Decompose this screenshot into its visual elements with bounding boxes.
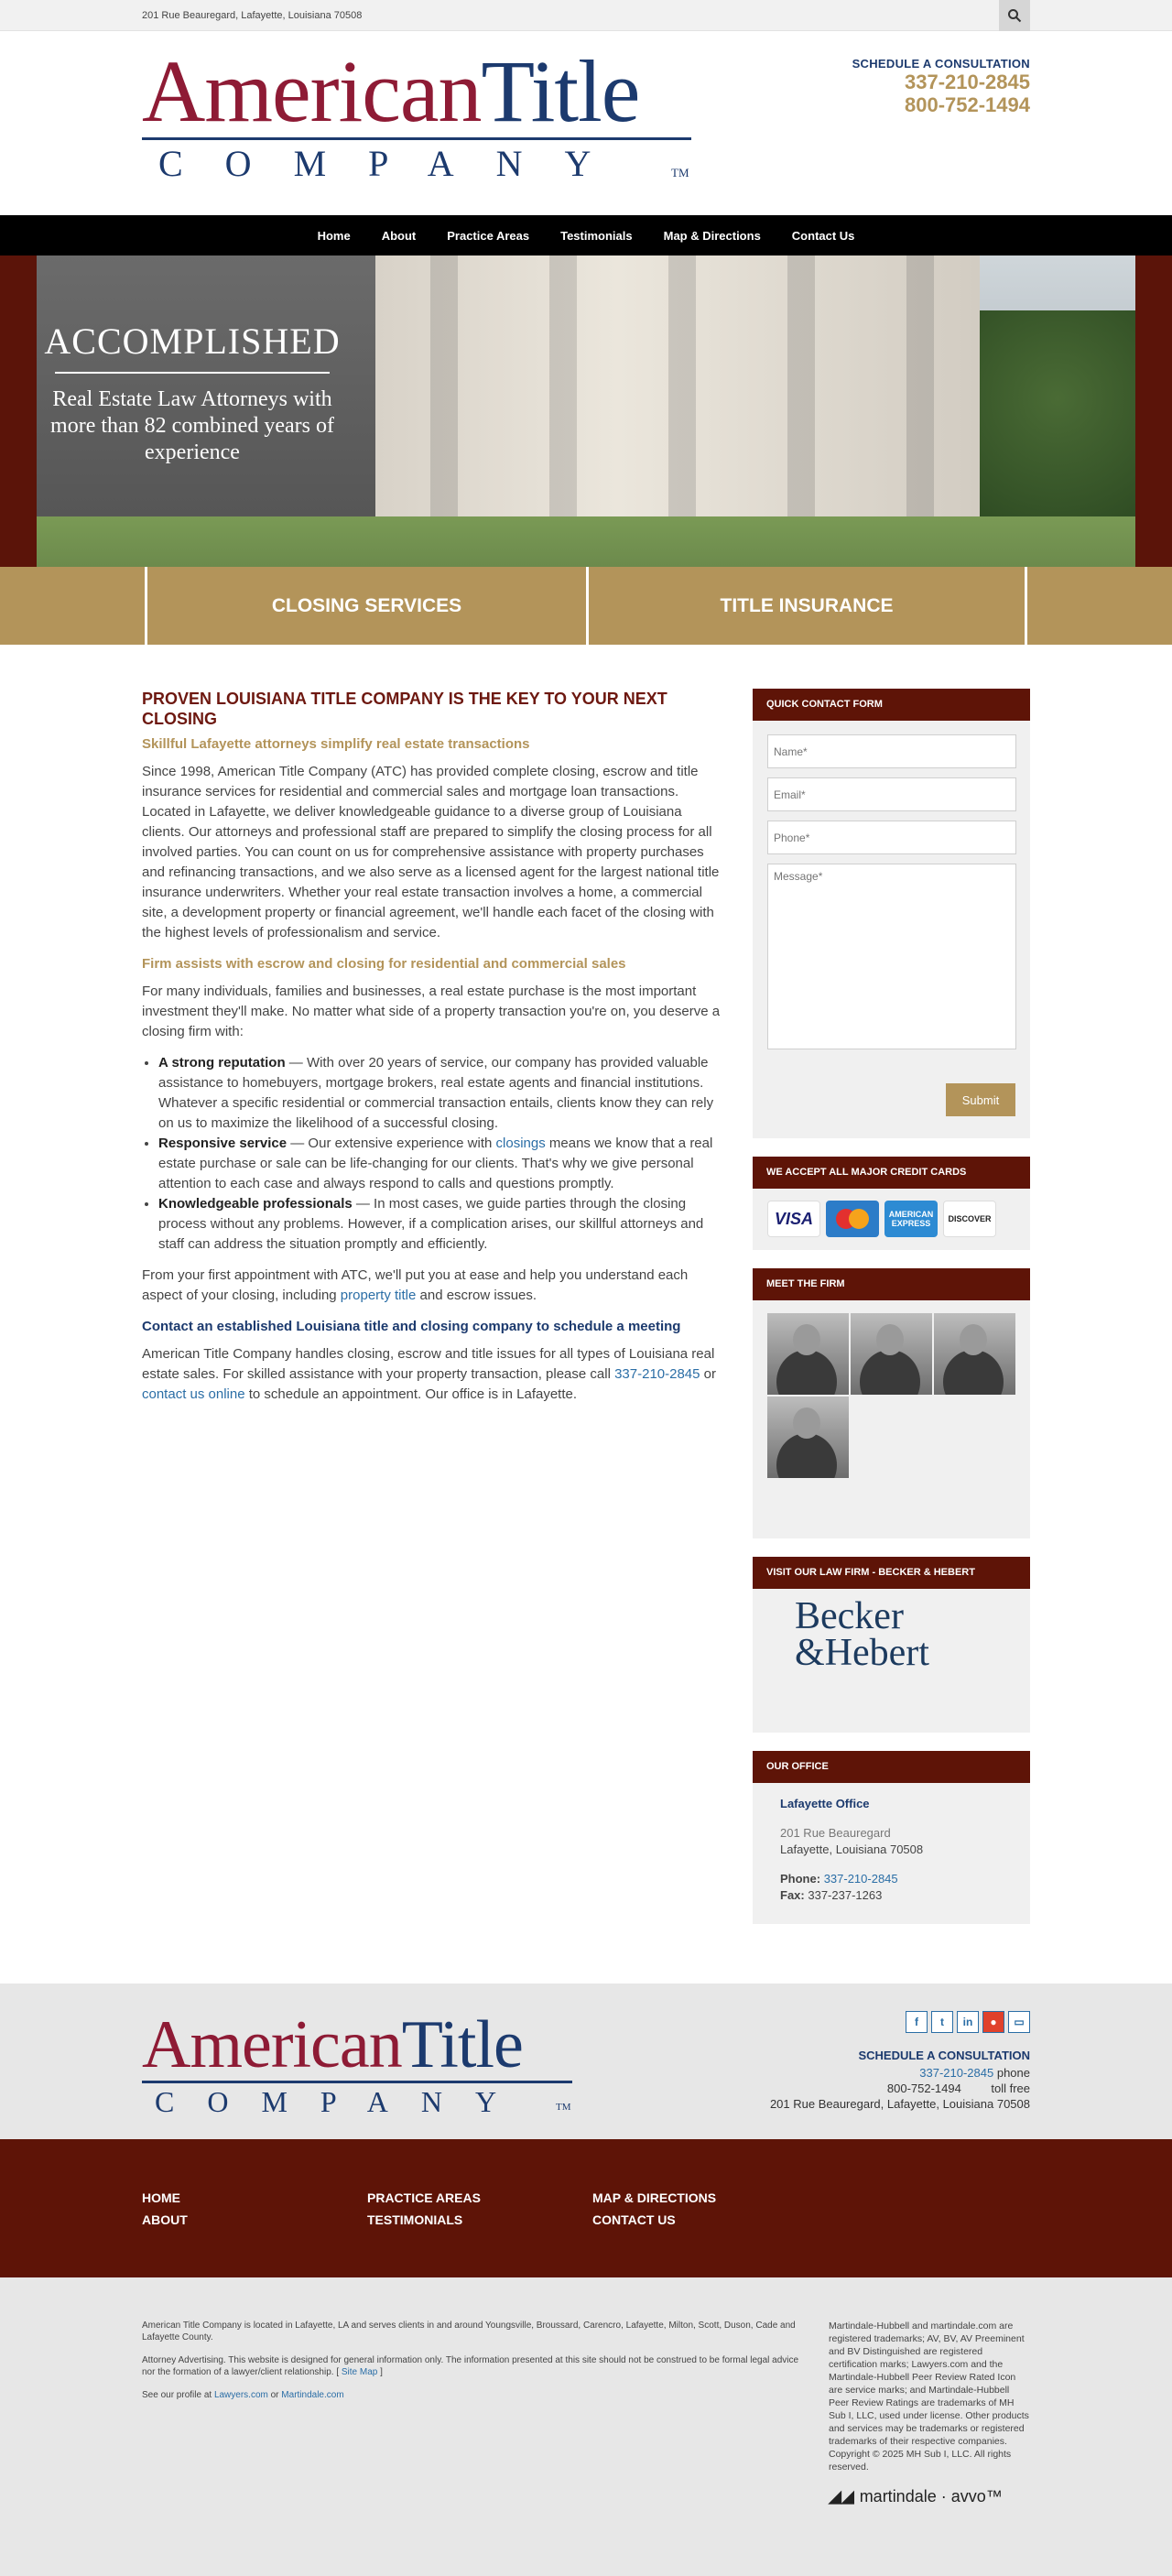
logo-word-company: COMPANY: [158, 143, 634, 184]
paragraph-1: Since 1998, American Title Company (ATC) has provided complete closing, escrow and title insurance services for residential and commercial sales and mortgage loan transactions. Located in Lafayette, we deliver knowledgeable guidance to a diverse group of Louisiana clients. Our attorneys and professional staff are prepared to simplify the closing process for all involved parties. You can count on us for comprehensive assistance with property purchases and refinancing transactions, and we also serve as a licensed agent for the largest national title insurance underwriters. Whether your real estate transaction involves a home, a commercial site, a development property or financial agreement, we'll handle each facet of the closing with the highest levels of professionalism and service.: [142, 764, 720, 940]
list-item: • A strong reputation — With over 20 years of service, our company has provided valuable assistance to homebuyers, mortgage brokers, real estate agents and financial institutions. Whatever a specific residential or commercial transaction entails, clients know they can rely on us to maximize the likelihood of a successful closing.: [158, 1053, 724, 1134]
paragraph-3: From your first appointment with ATC, we'll put you at ease and help you understand each aspect of your closing, including property title and escrow issues.: [142, 1267, 689, 1303]
subheading-2: Firm assists with escrow and closing for residential and commercial sales: [142, 956, 626, 972]
nav-contact-us[interactable]: Contact Us: [791, 228, 855, 243]
subheading-3: Contact an established Louisiana title and closing company to schedule a meeting: [142, 1319, 681, 1334]
nav-practice-areas[interactable]: Practice Areas: [447, 228, 530, 243]
site-map-link[interactable]: Site Map: [341, 2367, 378, 2377]
credit-card-logos: [753, 1189, 1030, 1250]
header-contact: [852, 57, 1030, 116]
schedule-consultation-label: SCHEDULE A CONSULTATION: [852, 57, 1030, 71]
list-item: • Knowledgeable professionals — In most cases, we guide parties through the closing process without any problems. However, if a complication arises, our skillful attorneys and staff can address the situation promptly and efficiently.: [158, 1194, 724, 1255]
office-name: Lafayette Office: [780, 1797, 870, 1810]
footer-address: 201 Rue Beauregard, Lafayette, Louisiana 70508: [769, 2097, 1030, 2111]
list-item: • Responsive service — Our extensive experience with closings means we know that a real estate purchase or sale can be life-changing for our clients. That's why we give personal attention to each case and always respond to calls and questions promptly.: [158, 1134, 724, 1194]
widget-title: VISIT OUR LAW FIRM - BECKER & HEBERT: [753, 1557, 1030, 1589]
widget-title: MEET THE FIRM: [753, 1268, 1030, 1300]
top-address: 201 Rue Beauregard, Lafayette, Louisiana 70508: [142, 10, 363, 21]
header-phone-1[interactable]: 337-210-2845: [904, 71, 1030, 93]
phone-field[interactable]: [767, 821, 1016, 854]
footer-bottom: [0, 2277, 1172, 2576]
twitter-icon[interactable]: t: [931, 2011, 953, 2033]
nav-home[interactable]: Home: [317, 228, 351, 243]
footer-nav-practice-areas[interactable]: PRACTICE AREAS: [367, 2190, 481, 2205]
paragraph-4: American Title Company handles closing, escrow and title issues for all types of Louisiana real estate sales. For skilled assistance with your property transaction, please call 337-210-2845 or contact us online to schedule an appointment. Our office is in Lafayette.: [142, 1346, 717, 1402]
logo-word-american: American: [142, 42, 482, 140]
contact-form: [753, 721, 1030, 1138]
lawyers-com-link[interactable]: Lawyers.com: [213, 2390, 268, 2400]
office-phone-link[interactable]: 337-210-2845: [823, 1872, 898, 1886]
contact-us-online-link[interactable]: contact us online: [142, 1386, 245, 1402]
facebook-icon[interactable]: f: [906, 2011, 928, 2033]
meet-the-firm-widget: [753, 1268, 1030, 1538]
logo-tm: TM: [671, 166, 689, 179]
site-logo[interactable]: [142, 42, 691, 188]
mastercard-logo: [826, 1201, 879, 1237]
office-fax: 337-237-1263: [808, 1888, 883, 1902]
page-title: PROVEN LOUISIANA TITLE COMPANY IS THE KEY TO YOUR NEXT CLOSING: [142, 690, 667, 728]
trademark-notice: Martindale-Hubbell and martindale.com are registered trademarks; AV, BV, AV Preeminent and BV Distinguished are registered certification marks; Lawyers.com and the Martindale-Hubbell Peer Review Rated Icon are service marks; and Martindale-Hubbell Peer Review Ratings are trademarks of MH Sub I, LLC, used under license. Other products and services may be trademarks or registered trademarks of their respective companies. Copyright © 2025 MH Sub I, LLC. All rights reserved. ◢◢ martindale · avvo™: [829, 2321, 1029, 2505]
submit-button[interactable]: Submit: [946, 1083, 1015, 1116]
becker-hebert-logo[interactable]: Becker &Hebert: [795, 1595, 929, 1674]
profile-text: See our profile at Lawyers.com or Martindale.com: [142, 2390, 344, 2400]
logo-word-title: Title: [481, 42, 640, 140]
footer-contact: SCHEDULE A CONSULTATION 337-210-2845 phone 800-752-1494 toll free 201 Rue Beauregard, Lafayette, Louisiana 70508: [769, 2049, 1030, 2111]
service-area-text: American Title Company is located in Lafayette, LA and serves clients in and around Youngsville, Broussard, Carencro, Lafayette, Milton, Scott, Duson, Cade and Lafayette County.: [142, 2321, 796, 2342]
name-field[interactable]: [767, 734, 1016, 768]
martindale-com-link[interactable]: Martindale.com: [281, 2390, 344, 2400]
attorney-photos: [753, 1300, 1030, 1538]
martindale-avvo-logo[interactable]: ◢◢ martindale · avvo™: [829, 2487, 1003, 2505]
nav-testimonials[interactable]: Testimonials: [560, 228, 633, 243]
yelp-icon[interactable]: ●: [982, 2011, 1004, 2033]
main-area: [142, 645, 1030, 1984]
nav-about[interactable]: About: [381, 228, 417, 243]
attorney-photo[interactable]: [767, 1397, 849, 1478]
office-address-2: Lafayette, Louisiana 70508: [780, 1842, 924, 1856]
credit-cards-widget: [753, 1157, 1030, 1250]
social-links: [906, 2011, 1030, 2033]
footer-nav-contact[interactable]: CONTACT US: [592, 2212, 676, 2227]
content-phone-link[interactable]: 337-210-2845: [614, 1366, 700, 1382]
subheading-1: Skillful Lafayette attorneys simplify real estate transactions: [142, 736, 530, 752]
property-title-link[interactable]: property title: [340, 1288, 417, 1303]
hero-divider: [55, 372, 330, 374]
closing-services-link[interactable]: CLOSING SERVICES: [145, 567, 586, 645]
footer-phone-link[interactable]: 337-210-2845: [919, 2066, 994, 2080]
header-phone-2[interactable]: 800-752-1494: [904, 93, 1030, 116]
services-bar: [0, 567, 1172, 645]
attorney-photo[interactable]: [934, 1313, 1015, 1395]
search-button[interactable]: [999, 0, 1030, 31]
office-details: Lafayette Office 201 Rue Beauregard Lafayette, Louisiana 70508 Phone: 337-210-2845 Fax: 337-237-1263: [753, 1783, 1030, 1924]
nav-map-directions[interactable]: Map & Directions: [663, 228, 761, 243]
disclaimer-text: Attorney Advertising. This website is designed for general information only. The information presented at this site should not be construed to be formal legal advice nor the formation of a lawyer/client relationship. [ Site Map ]: [142, 2355, 799, 2377]
our-office-widget: [753, 1751, 1030, 1924]
benefits-list: [142, 1053, 724, 1255]
site-header: [0, 31, 1172, 215]
attorney-photo[interactable]: [767, 1313, 849, 1395]
footer-nav: [0, 2139, 1172, 2277]
hero-text: Real Estate Law Attorneys with more than 82 combined years of experience: [50, 387, 334, 464]
title-insurance-link[interactable]: TITLE INSURANCE: [586, 567, 1027, 645]
office-address-1: 201 Rue Beauregard: [780, 1826, 891, 1840]
main-content: [142, 689, 724, 1984]
hero-caption: [37, 320, 348, 466]
quick-contact-widget: [753, 689, 1030, 1138]
hero-banner: [0, 255, 1172, 567]
linkedin-icon[interactable]: in: [957, 2011, 979, 2033]
footer-top: [0, 1984, 1172, 2139]
blog-icon[interactable]: ▭: [1008, 2011, 1030, 2033]
amex-logo: AMERICAN EXPRESS: [884, 1201, 938, 1237]
attorney-photo[interactable]: [851, 1313, 932, 1395]
main-nav: [0, 215, 1172, 255]
top-bar: [0, 0, 1172, 31]
discover-logo: DISCOVER: [943, 1201, 996, 1237]
sidebar: [753, 689, 1030, 1984]
email-field[interactable]: [767, 777, 1016, 811]
footer-nav-testimonials[interactable]: TESTIMONIALS: [367, 2212, 463, 2227]
footer-nav-home[interactable]: HOME: [142, 2190, 180, 2205]
footer-logo[interactable]: AmericanTitle COMPANY TM: [142, 2007, 571, 2118]
widget-title: WE ACCEPT ALL MAJOR CREDIT CARDS: [753, 1157, 1030, 1189]
widget-title: OUR OFFICE: [753, 1751, 1030, 1783]
search-icon: [1007, 8, 1022, 23]
hero-heading: ACCOMPLISHED: [44, 321, 341, 362]
closings-link[interactable]: closings: [495, 1136, 546, 1151]
martindale-mark-icon: ◢◢: [829, 2487, 854, 2505]
message-field[interactable]: [767, 864, 1016, 1049]
footer-toll-free: 800-752-1494: [886, 2081, 961, 2095]
footer-legal: [142, 2320, 801, 2503]
law-firm-widget: [753, 1557, 1030, 1733]
footer-nav-about[interactable]: ABOUT: [142, 2212, 188, 2227]
paragraph-2: For many individuals, families and businesses, a real estate purchase is the most important investment they'll make. No matter what side of a property transaction you're on, you deserve a closing firm with:: [142, 984, 721, 1039]
widget-title: QUICK CONTACT FORM: [753, 689, 1030, 721]
visa-logo: VISA: [767, 1201, 820, 1237]
footer-nav-map[interactable]: MAP & DIRECTIONS: [592, 2190, 717, 2205]
